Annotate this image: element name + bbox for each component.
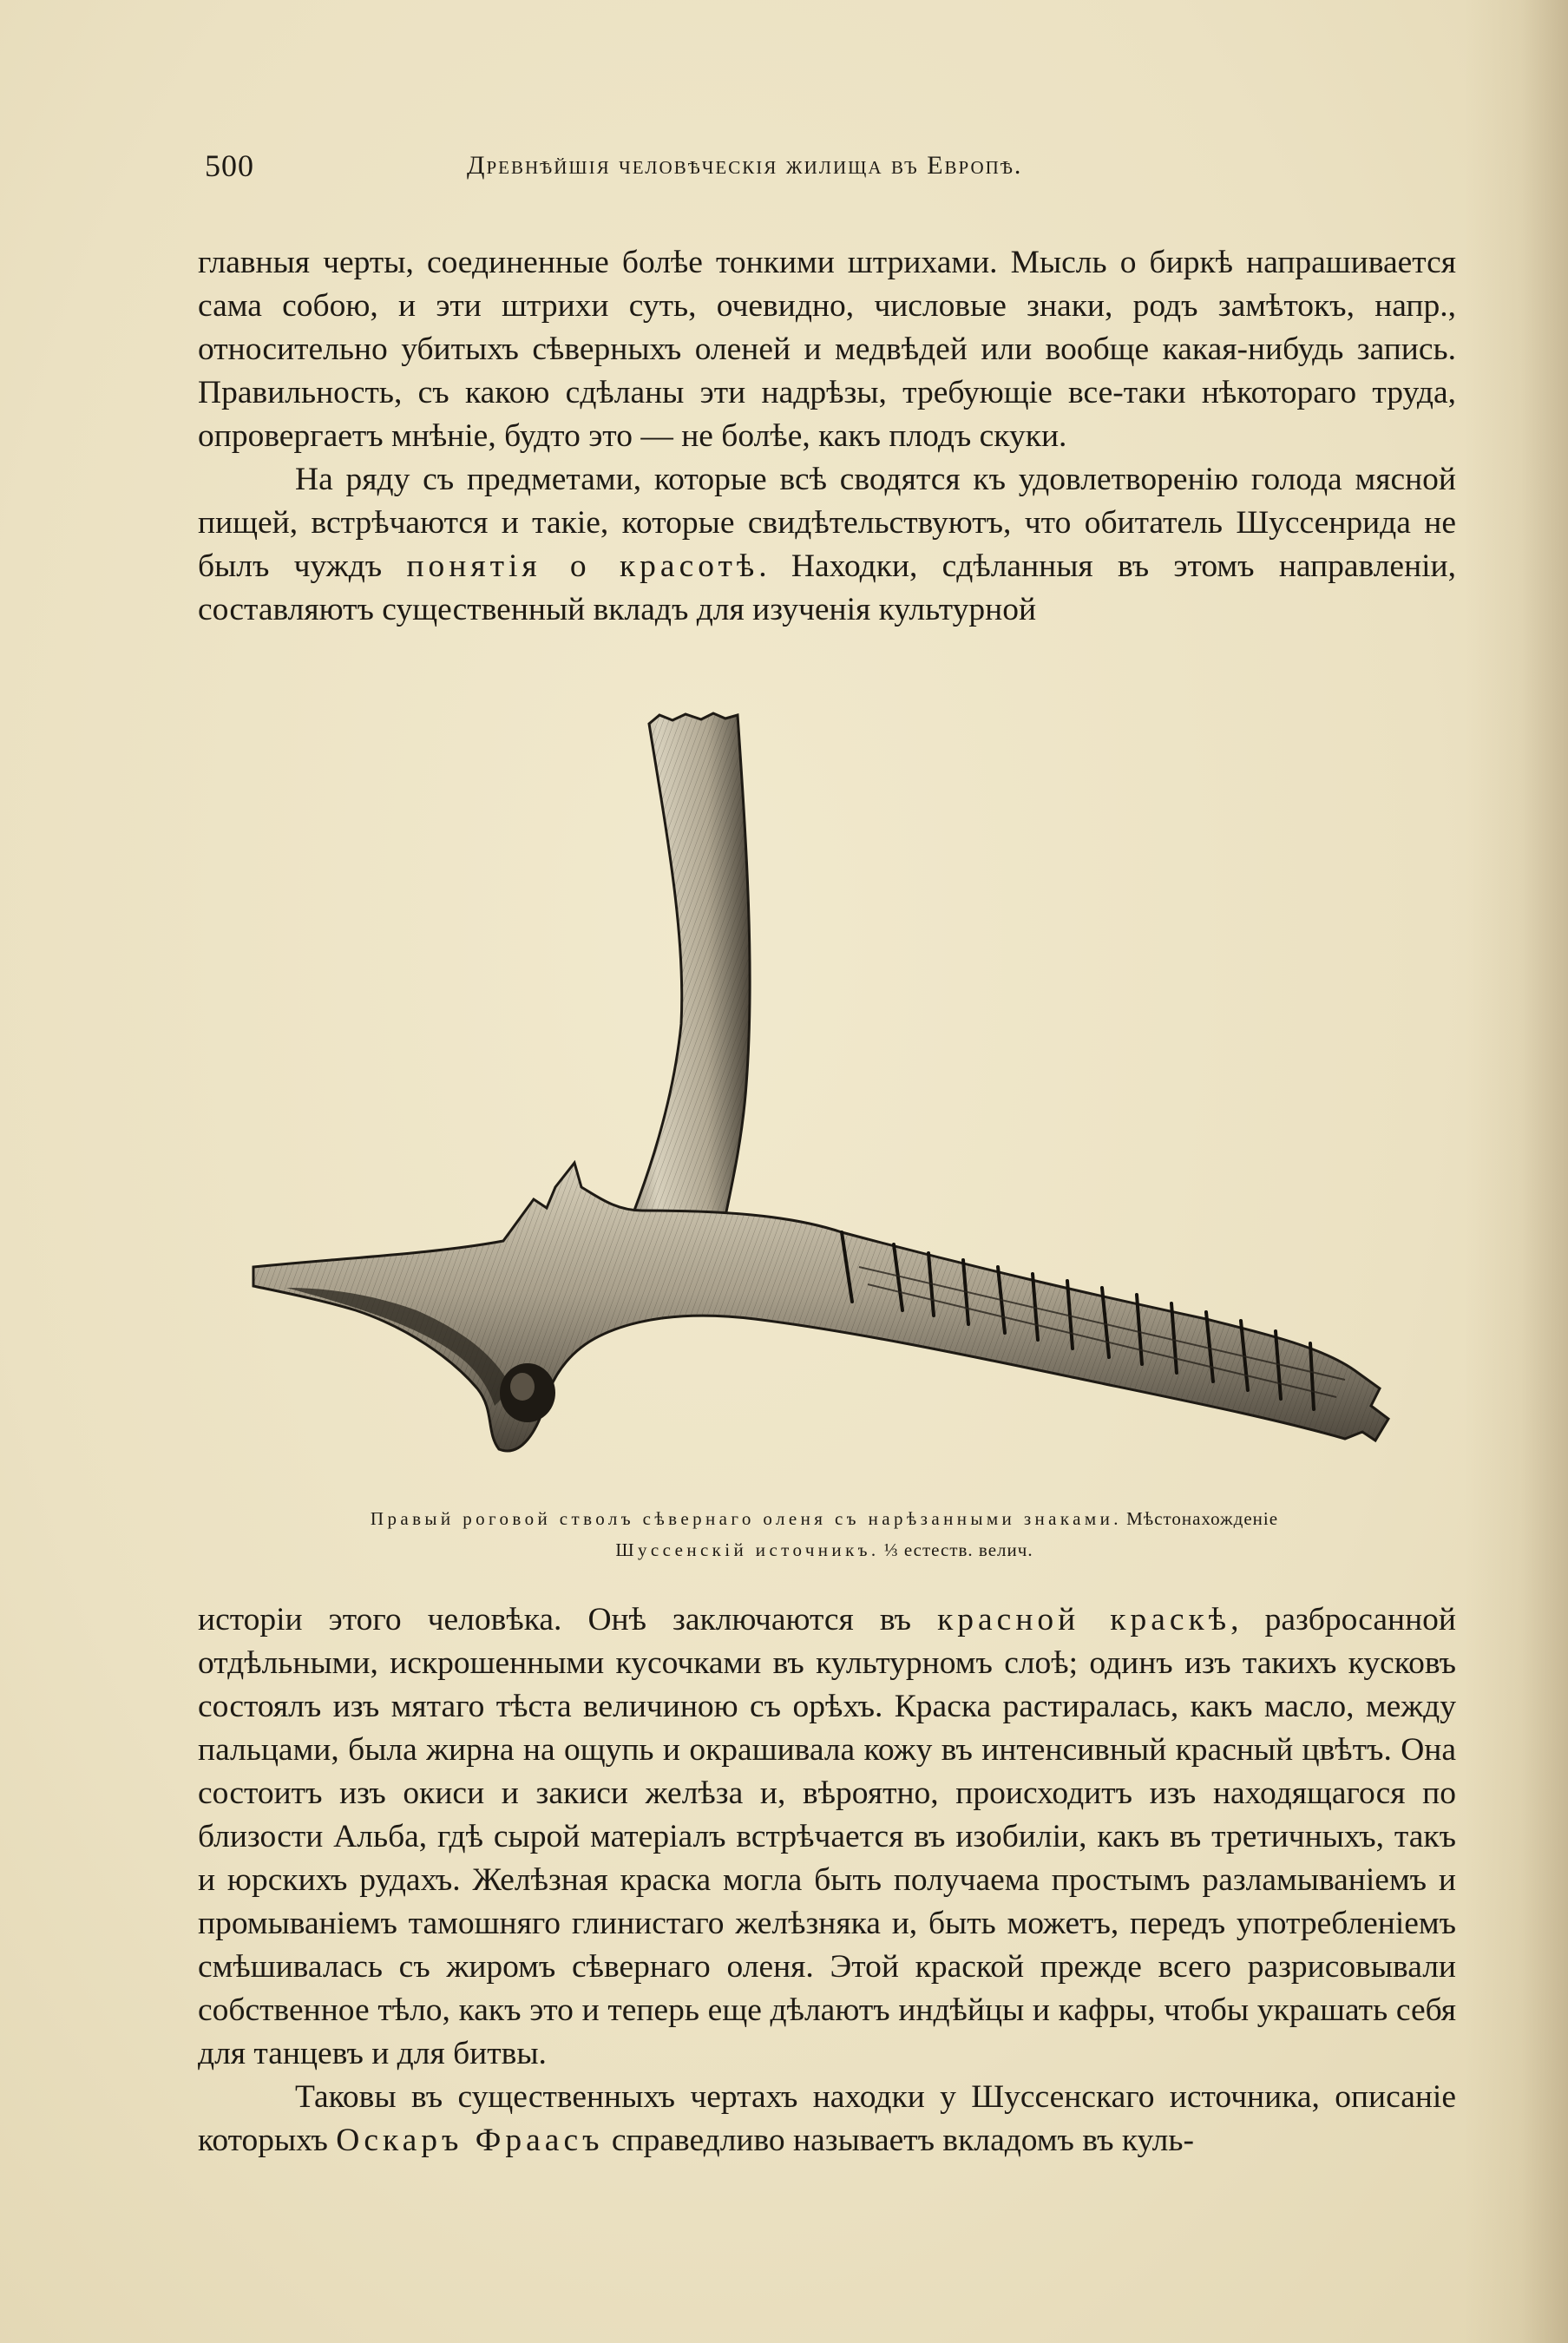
- scan-edge-shadow: [1464, 0, 1568, 2343]
- paragraph-4-text-after: справедливо называетъ вкладомъ въ куль-: [603, 2123, 1194, 2158]
- figure-caption: [174, 1503, 1475, 1565]
- caption-line-2-normal: ⅓ естеств. велич.: [883, 1539, 1033, 1560]
- reindeer-antler-engraving-icon: [234, 712, 1397, 1501]
- paragraph-4-spaced-emphasis: Оскаръ Фраасъ: [336, 2123, 604, 2158]
- caption-line-2-spaced: Шуссенскій источникъ.: [615, 1539, 880, 1560]
- running-header: [205, 148, 1454, 191]
- paragraph-1: [198, 241, 1456, 458]
- paragraph-2-text-before: На ряду съ предметами, которые всѣ сводятся къ удовлетворенію голода мясной пищей, встрѣчаются и такіе, которые свидѣтельствуютъ, что обитатель Шуссенрида не былъ чуждъ: [198, 462, 1456, 584]
- paragraph-1-text: главныя черты, соединенные болѣе тонкими штрихами. Мысль о биркѣ напрашивается сама собою, и эти штрихи суть, очевидно, числовые знаки, родъ замѣтокъ, напр., относительно убитыхъ сѣверныхъ оленей и медвѣдей или вообще какая-нибудь запись. Правильность, съ какою сдѣланы эти надрѣзы, требующіе все-таки нѣкотораго труда, опровергаетъ мнѣніе, будто это — не болѣе, какъ плодъ скуки.: [198, 245, 1456, 454]
- page-number: 500: [205, 148, 254, 183]
- text-block-top: [198, 241, 1456, 632]
- paragraph-3: [198, 1598, 1456, 2076]
- caption-line-1: [174, 1503, 1475, 1534]
- paragraph-2-text-after: . Находки, сдѣланныя въ этомъ направленіи, составляютъ существенный вкладъ для изученія культурной: [198, 548, 1457, 627]
- caption-line-2: [174, 1534, 1475, 1565]
- caption-line-1-normal: Мѣстонахожденіе: [1126, 1508, 1279, 1529]
- paragraph-2-spaced-emphasis: понятія о красотѣ: [406, 548, 759, 584]
- antler-figure: [234, 712, 1397, 1501]
- paragraph-2: [198, 458, 1456, 632]
- caption-line-1-spaced: Правый роговой стволъ сѣвернаго оленя съ нарѣзанными знаками.: [370, 1508, 1122, 1529]
- paragraph-3-text-after: , разбросанной отдѣльными, искрошенными кусочками въ культурномъ слоѣ; одинъ изъ такихъ кусковъ состоялъ изъ мятаго тѣста величиною съ орѣхъ. Краска растиралась, какъ масло, между пальцами, была жирна на ощупь и окрашивала кожу въ интенсивный красный цвѣтъ. Она состоитъ изъ окиси и закиси желѣза и, вѣроятно, происходитъ изъ находящагося по близости Альба, гдѣ сырой матеріалъ встрѣчается въ изобиліи, какъ въ третичныхъ, такъ и юрскихъ рудахъ. Желѣзная краска могла быть получаема простымъ разламываніемъ и промываніемъ тамошняго глинистаго желѣзняка и, быть можетъ, передъ употребленіемъ смѣшивалась съ жиромъ сѣвернаго оленя. Этой краской прежде всего разрисовывали собственное тѣло, какъ это и теперь еще дѣлаютъ индѣйцы и кафры, чтобы украшать себя для танцевъ и для битвы.: [198, 1602, 1456, 2071]
- paragraph-4: [198, 2076, 1456, 2163]
- paragraph-3-text-before: исторіи этого человѣка. Онѣ заключаются въ: [198, 1602, 938, 1637]
- paragraph-4-text-before: Таковы въ существенныхъ чертахъ находки у Шуссенскаго источника, описаніе которыхъ: [198, 2079, 1456, 2158]
- paragraph-3-spaced-emphasis: красной краскѣ: [937, 1602, 1231, 1637]
- running-title: Древнѣйшія человѣческія жилища въ Европѣ.: [467, 151, 1023, 180]
- text-block-bottom: [198, 1598, 1456, 2163]
